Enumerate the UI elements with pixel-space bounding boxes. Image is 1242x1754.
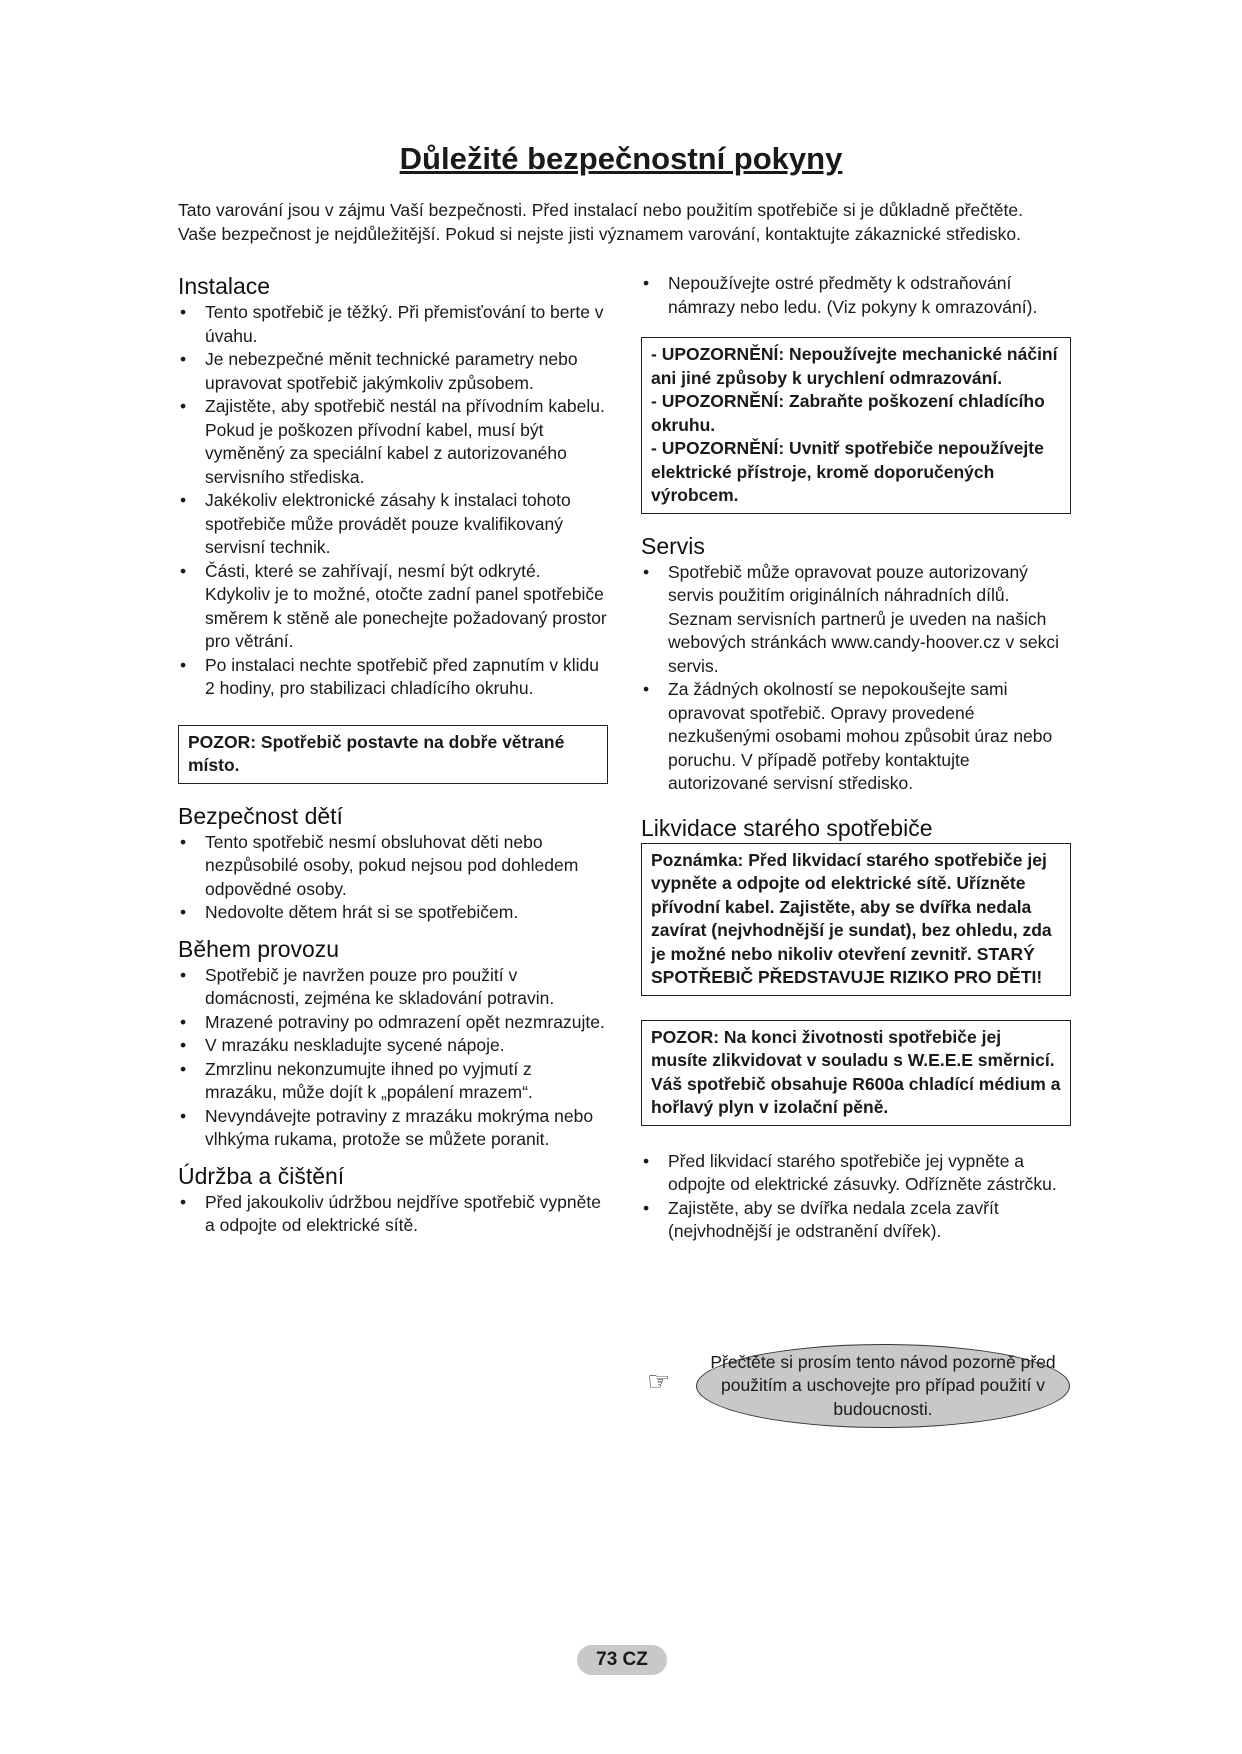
list-item: • Nevyndávejte potraviny z mrazáku mokrýma nebo vlhkýma rukama, protože se můžete poranit. [178,1105,608,1152]
list-item: • Po instalaci nechte spotřebič před zapnutím v klidu 2 hodiny, pro stabilizaci chladícího okruhu. [178,654,608,701]
list-item: • Zajistěte, aby se dvířka nedala zcela zavřít (nejvhodnější je odstranění dvířek). [641,1197,1071,1244]
list-item: • Nepoužívejte ostré předměty k odstraňování námrazy nebo ledu. (Viz pokyny k omrazování). [641,272,1071,319]
list-item: • V mrazáku neskladujte sycené nápoje. [178,1034,608,1058]
section-heading-udrzba: Údržba a čištění [178,1162,345,1189]
section-heading-servis: Servis [641,532,705,559]
list-item: • Před jakoukoliv údržbou nejdříve spotřebič vypněte a odpojte od elektrické sítě. [178,1191,608,1238]
list-item: • Je nebezpečné měnit technické parametry nebo upravovat spotřebič jakýmkoliv způsobem. [178,348,608,395]
servis-list [641,561,1071,796]
right-column [641,272,1071,1244]
intro-paragraph: Tato varování jsou v zájmu Vaší bezpečnosti. Před instalací nebo použitím spotřebiče si je důkladně přečtěte. Vaše bezpečnost je nejdůležitější. Pokud si nejste jisti významem varování, kontaktujte zákaznické středisko. [178,200,1023,244]
list-item: • Za žádných okolností se nepokoušejte sami opravovat spotřebič. Opravy provedené nezkušenými osobami mohou způsobit úraz nebo poruchu. V případě potřeby kontaktujte autorizované servisní středisko. [641,678,1071,796]
list-item: • Zajistěte, aby spotřebič nestál na přívodním kabelu. Pokud je poškozen přívodní kabel, musí být vyměněný za speciální kabel z autorizovaného servisního střediska. [178,395,608,489]
pointing-hand-icon: ☞ [647,1366,671,1396]
list-item: • Nedovolte dětem hrát si se spotřebičem. [178,901,608,925]
weee-pozor-box: POZOR: Na konci životnosti spotřebiče jej musíte zlikvidovat v souladu s W.E.E.E směrnicí. Váš spotřebič obsahuje R600a chladící médium a hořlavý plyn v izolační pěně. [641,1020,1071,1126]
list-item: • Části, které se zahřívají, nesmí být odkryté. Kdykoliv je to možné, otočte zadní panel spotřebiče směrem k stěně ale ponechejte požadovaný prostor pro větrání. [178,560,608,654]
list-item: • Tento spotřebič nesmí obsluhovat děti nebo nezpůsobilé osoby, pokud nejsou pod dohledem odpovědné osoby. [178,831,608,902]
warning-line: - UPOZORNĚNÍ: Uvnitř spotřebiče nepoužívejte elektrické přístroje, kromě doporučených výrobcem. [651,438,1044,505]
deti-list [178,831,608,925]
section-heading-deti: Bezpečnost dětí [178,802,343,829]
page-title: Důležité bezpečnostní pokyny [399,141,843,176]
reminder-text: Přečtěte si prosím tento návod pozorně před použitím a uschovejte pro případ použití v budoucnosti. [710,1351,1056,1419]
section-heading-provoz: Během provozu [178,935,340,962]
list-item: • Tento spotřebič je těžký. Při přemisťování to berte v úvahu. [178,301,608,348]
upozorneni-box [641,337,1071,514]
section-heading-instalace: Instalace [178,273,271,299]
pozor-label: POZOR [188,731,251,752]
defrost-list [641,272,1071,319]
section-heading-likvidace: Likvidace starého spotřebiče [641,814,933,841]
page-number: 73 CZ [577,1645,667,1675]
likvidace-list [641,1150,1071,1244]
list-item: • Spotřebič je navržen pouze pro použití v domácnosti, zejména ke skladování potravin. [178,964,608,1011]
reminder-oval [696,1344,1070,1428]
reminder-note [641,1344,1071,1428]
list-item: • Zmrzlinu nekonzumujte ihned po vyjmutí z mrazáku, může dojít k „popálení mrazem“. [178,1058,608,1105]
pozor-text: : Spotřebič postavte na dobře větrané místo. [188,731,565,775]
pozor-ventilation-box [178,725,608,784]
list-item: • Jakékoliv elektronické zásahy k instalaci tohoto spotřebiče může provádět pouze kvalifikovaný servisní technik. [178,489,608,560]
list-item: • Před likvidací starého spotřebiče jej vypněte a odpojte od elektrické zásuvky. Odřízněte zástrčku. [641,1150,1071,1197]
list-item: • Mrazené potraviny po odmrazení opět nezmrazujte. [178,1011,608,1035]
left-column [178,272,608,1238]
provoz-list [178,964,608,1152]
likvidace-note-box: Poznámka: Před likvidací starého spotřebiče jej vypněte a odpojte od elektrické sítě. Uřízněte přívodní kabel. Zajistěte, aby se dvířka nedala zavírat (nejvhodnější je sundat), bez ohledu, zda je možné nebo nikoliv otevření zevnitř. STARÝ SPOTŘEBIČ PŘEDSTAVUJE RIZIKO PRO DĚTI! [641,843,1071,996]
instalace-list [178,301,608,701]
warning-line: - UPOZORNĚNÍ: Nepoužívejte mechanické náčiní ani jiné způsoby k urychlení odmrazování. [651,344,1058,388]
warning-line: - UPOZORNĚNÍ: Zabraňte poškození chladícího okruhu. [651,391,1045,435]
udrzba-list [178,1191,608,1238]
list-item: • Spotřebič může opravovat pouze autorizovaný servis použitím originálních náhradních dílů. Seznam servisních partnerů je uveden na našich webových stránkách www.candy-hoover.cz v sekci servis. [641,561,1071,679]
